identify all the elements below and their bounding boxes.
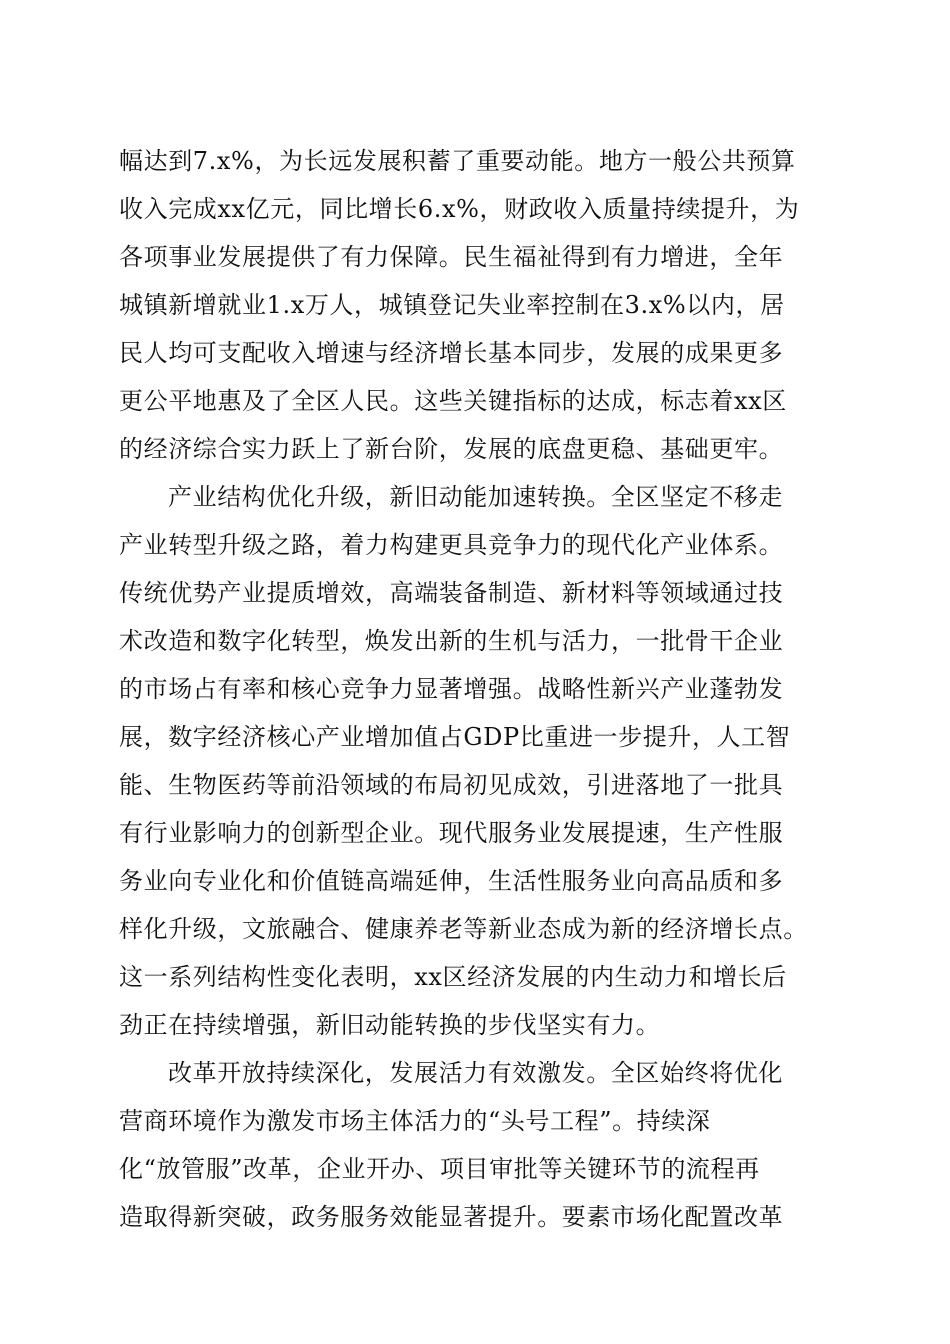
- text-line: 术改造和数字化转型，焕发出新的生机与活力，一批骨干企业: [119, 627, 784, 655]
- text-line: 能、生物医药等前沿领域的布局初见成效，引进落地了一批具: [119, 771, 784, 799]
- text-line: 幅达到7.x%，为长远发展积蓄了重要动能。地方一般公共预算: [119, 147, 796, 175]
- text-line: 劲正在持续增强，新旧动能转换的步伐坚实有力。: [119, 1011, 661, 1039]
- paragraph-first-line: 改革开放持续深化，发展活力有效激发。全区始终将优化: [168, 1059, 783, 1087]
- text-line: 化“放管服”改革，企业开办、项目审批等关键环节的流程再: [119, 1155, 760, 1183]
- text-line: 样化升级，文旅融合、健康养老等新业态成为新的经济增长点。: [119, 915, 808, 943]
- text-line: 收入完成xx亿元，同比增长6.x%，财政收入质量持续提升，为: [119, 195, 800, 223]
- text-line: 的市场占有率和核心竞争力显著增强。战略性新兴产业蓬勃发: [119, 675, 784, 703]
- text-line: 展，数字经济核心产业增加值占GDP比重进一步提升，人工智: [119, 723, 791, 751]
- paragraph-first-line: 产业结构优化升级，新旧动能加速转换。全区坚定不移走: [168, 483, 783, 511]
- text-line: 更公平地惠及了全区人民。这些关键指标的达成，标志着xx区: [119, 387, 787, 415]
- text-line: 传统优势产业提质增效，高端装备制造、新材料等领域通过技: [119, 579, 784, 607]
- text-line: 有行业影响力的创新型企业。现代服务业发展提速，生产性服: [119, 819, 784, 847]
- text-line: 这一系列结构性变化表明，xx区经济发展的内生动力和增长后: [119, 963, 787, 991]
- text-line: 造取得新突破，政务服务效能显著提升。要素市场化配置改革: [119, 1203, 784, 1231]
- text-line: 民人均可支配收入增速与经济增长基本同步，发展的成果更多: [119, 339, 784, 367]
- text-line: 产业转型升级之路，着力构建更具竞争力的现代化产业体系。: [119, 531, 784, 559]
- text-line: 营商环境作为激发市场主体活力的“头号工程”。持续深: [119, 1107, 711, 1135]
- text-line: 城镇新增就业1.x万人，城镇登记失业率控制在3.x%以内，居: [119, 291, 785, 319]
- text-line: 各项事业发展提供了有力保障。民生福祉得到有力增进，全年: [119, 243, 784, 271]
- body-text: [119, 137, 831, 1241]
- text-line: 的经济综合实力跃上了新台阶，发展的底盘更稳、基础更牢。: [119, 435, 784, 463]
- text-line: 务业向专业化和价值链高端延伸，生活性服务业向高品质和多: [119, 867, 784, 895]
